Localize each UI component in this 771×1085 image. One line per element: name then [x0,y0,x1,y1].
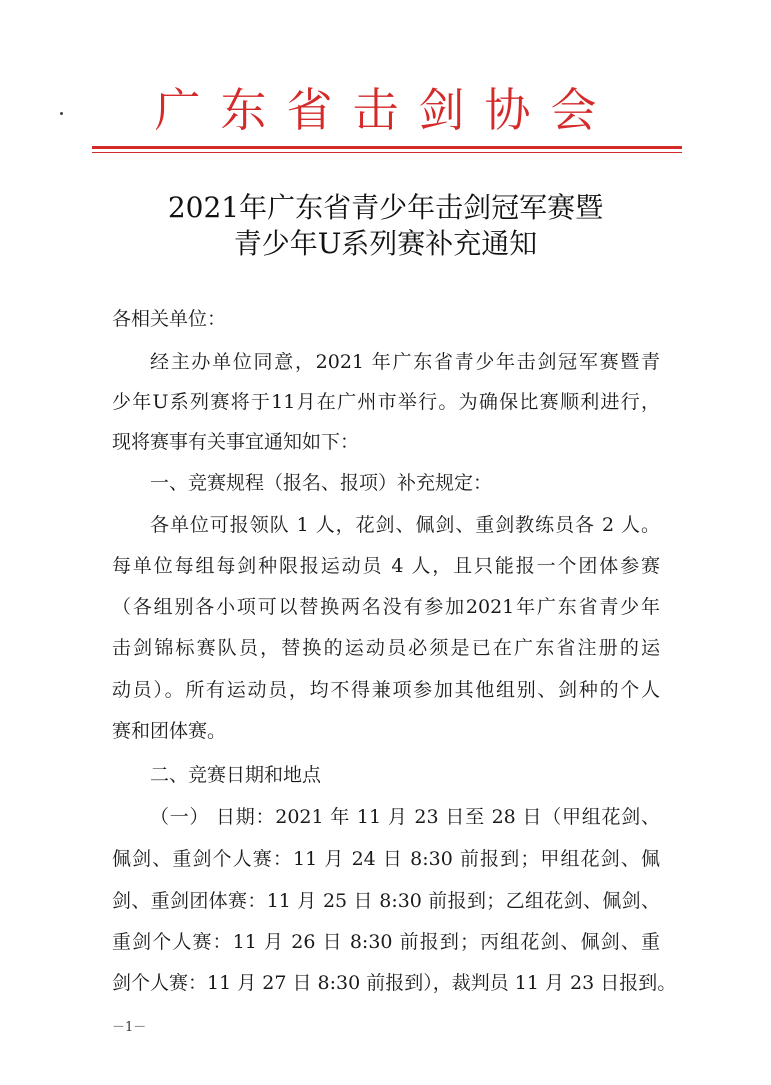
page-number: －1－ [112,1020,147,1035]
paragraph-line: 击剑锦标赛队员，替换的运动员必须是已在广东省注册的运 [112,637,660,659]
paragraph-line: 动员）。所有运动员，均不得兼项参加其他组别、剑种的个人 [112,679,660,701]
paragraph-line: 重剑个人赛：11 月 26 日 8:30 前报到；丙组花剑、佩剑、重 [112,931,660,953]
letterhead-rule-thin [92,152,682,153]
paragraph-line: （一） 日期：2021 年 11 月 23 日至 28 日（甲组花剑、 [150,806,660,828]
paragraph-line: 少年U系列赛将于11月在广州市举行。为确保比赛顺利进行， [112,391,660,413]
letterhead-org-name: 广东省击剑协会 [154,83,617,137]
document-title-line2: 青少年U系列赛补充通知 [233,227,538,260]
paragraph-line: 现将赛事有关事宜通知如下： [112,431,360,453]
paragraph-line: 佩剑、重剑个人赛：11 月 24 日 8:30 前报到；甲组花剑、佩 [112,848,660,870]
section-heading: 二、竞赛日期和地点 [150,764,322,786]
paragraph-line: 剑个人赛：11 月 27 日 8:30 前报到），裁判员 11 月 23 日报到。 [112,972,677,994]
paragraph-line: 经主办单位同意，2021 年广东省青少年击剑冠军赛暨青 [150,351,660,373]
paragraph-line: 剑、重剑团体赛：11 月 25 日 8:30 前报到；乙组花剑、佩剑、 [112,890,660,912]
paragraph-line: （各组别各小项可以替换两名没有参加2021年广东省青少年 [112,596,660,618]
document-title-line1: 2021年广东省青少年击剑冠军赛暨 [167,191,604,224]
salutation: 各相关单位： [112,308,227,330]
section-heading: 一、竞赛规程（报名、报项）补充规定： [150,472,493,494]
letterhead-rule-thick [92,146,682,149]
paragraph-line: 赛和团体赛。 [112,720,227,742]
paragraph-line: 各单位可报领队 1 人，花剑、佩剑、重剑教练员各 2 人。 [150,514,660,536]
paragraph-line: 每单位每组每剑种限报运动员 4 人，且只能报一个团体参赛 [112,555,660,577]
